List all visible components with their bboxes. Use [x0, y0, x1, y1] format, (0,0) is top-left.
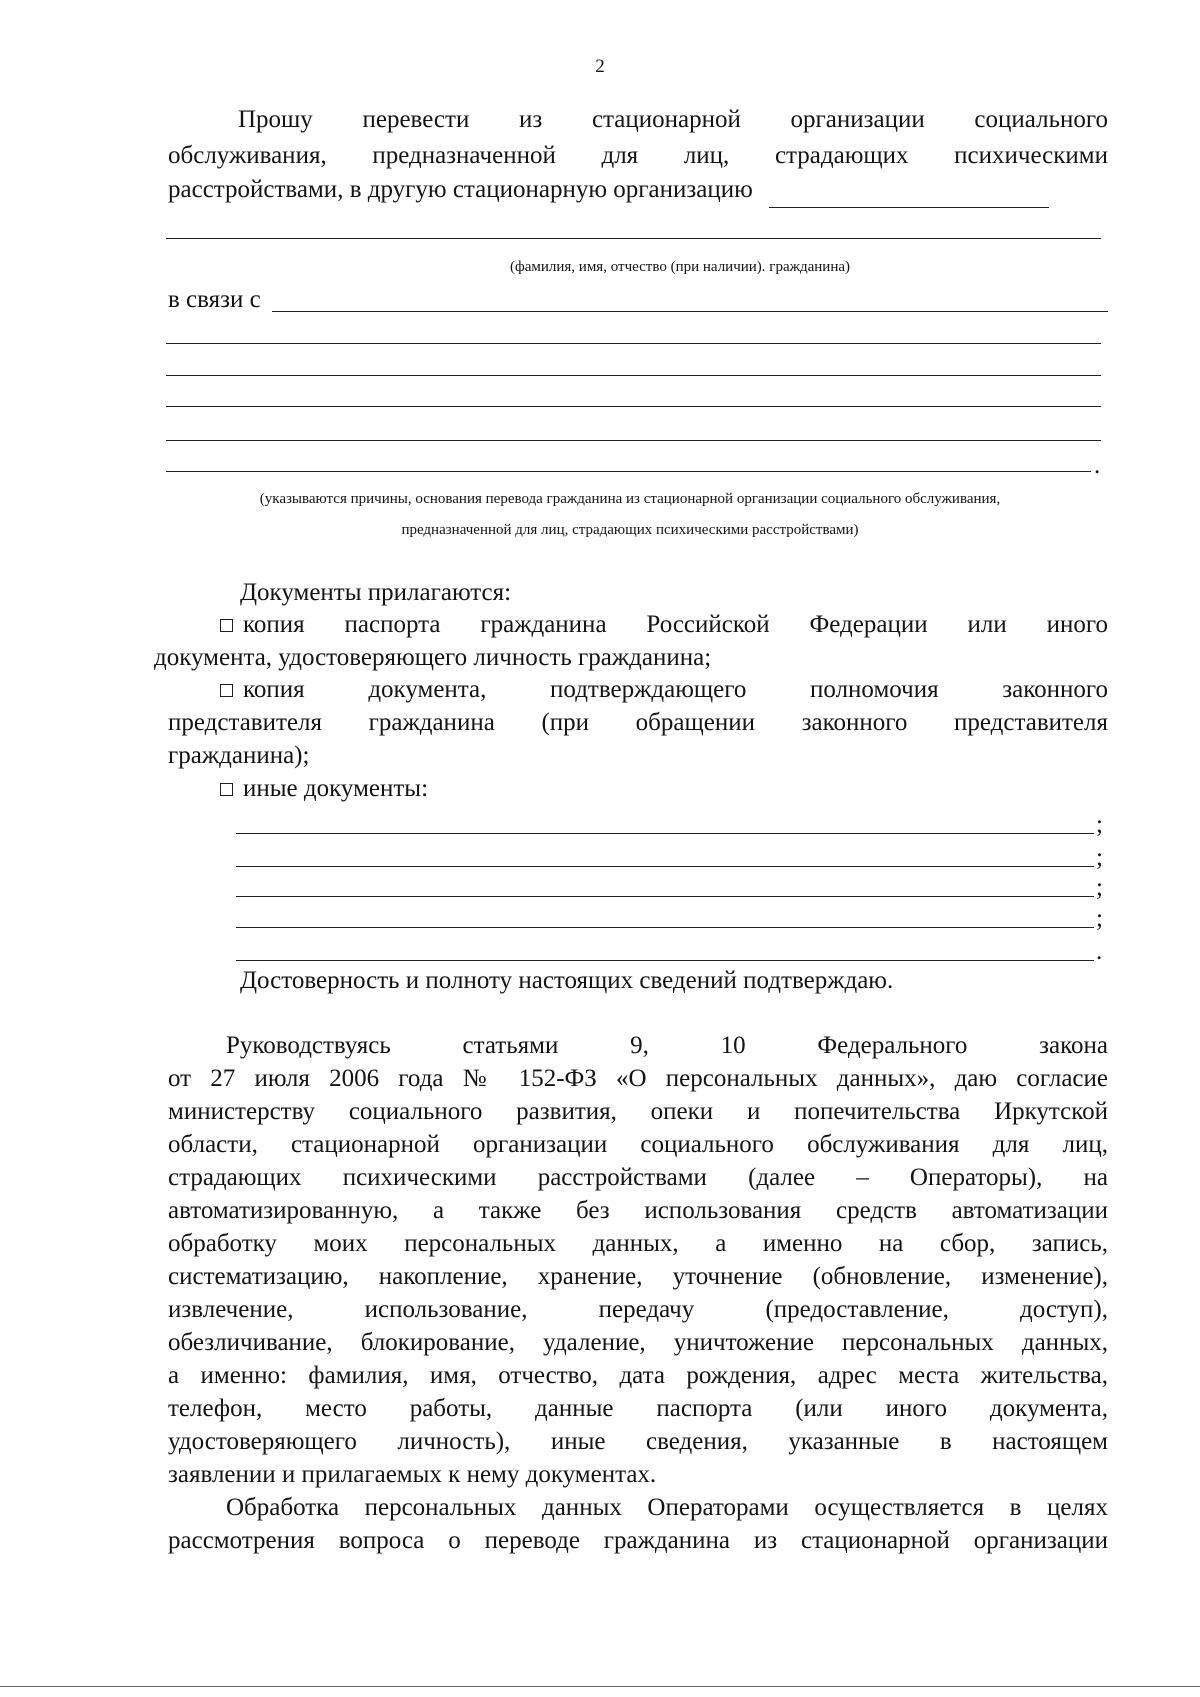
organization-field-line-2[interactable]	[166, 238, 1101, 239]
other-docs-line-5-punct: .	[1096, 938, 1103, 965]
consent-line-10: обезличивание, блокирование, удаление, уничтожение персональных данных,	[168, 1329, 1108, 1356]
request-line-3-text: расстройствами, в другую стационарную организацию	[168, 176, 753, 203]
scan-edge-rule	[0, 1686, 1200, 1687]
doc-item-representative-line-1: копия документа, подтверждающего полномочия законного	[243, 676, 1108, 703]
consent-line-3: министерству социального развития, опеки и попечительства Иркутской	[168, 1098, 1108, 1125]
organization-field[interactable]	[769, 174, 1049, 208]
reason-line-1[interactable]	[272, 311, 1108, 312]
other-docs-line-4-punct: ;	[1096, 905, 1103, 932]
consent-line-11: а именно: фамилия, имя, отчество, дата рождения, адрес места жительства,	[168, 1362, 1108, 1389]
reason-line-4[interactable]	[166, 406, 1101, 407]
consent-line-6: автоматизированную, а также без использования средств автоматизации	[168, 1197, 1108, 1224]
other-docs-line-2[interactable]	[236, 866, 1094, 867]
doc-item-representative-line-2: представителя гражданина (при обращении законного представителя	[168, 709, 1108, 736]
consent-line-2: от 27 июля 2006 года № 152-ФЗ «О персональных данных», даю согласие	[168, 1065, 1108, 1092]
processing-line-2: рассмотрения вопроса о переводе гражданина из стационарной организации	[168, 1527, 1108, 1554]
consent-line-4: области, стационарной организации социального обслуживания для лиц,	[168, 1131, 1108, 1158]
other-docs-line-1-punct: ;	[1096, 811, 1103, 838]
processing-line-1: Обработка персональных данных Операторами осуществляется в целях	[226, 1494, 1108, 1521]
other-docs-line-3[interactable]	[236, 896, 1094, 897]
doc-item-passport-line-1: копия паспорта гражданина Российской Федерации или иного	[243, 611, 1108, 638]
doc-item-other	[220, 773, 428, 806]
page-number: 2	[595, 56, 605, 77]
caption-reasons-line-2: предназначенной для лиц, страдающих психическими расстройствами)	[401, 522, 859, 538]
reason-label: в связи с	[168, 286, 261, 313]
request-line-2: обслуживания, предназначенной для лиц, страдающих психическими	[168, 142, 1108, 169]
reason-line-6[interactable]	[166, 471, 1091, 472]
doc-item-passport-line-2: документа, удостоверяющего личность гражданина;	[154, 644, 712, 671]
passport-checkbox[interactable]	[220, 619, 233, 632]
representative-checkbox[interactable]	[220, 684, 233, 697]
confirmation-statement: Достоверность и полноту настоящих сведений подтверждаю.	[240, 967, 894, 994]
consent-line-5: страдающих психическими расстройствами (далее – Операторы), на	[168, 1164, 1108, 1191]
other-docs-line-5[interactable]	[236, 960, 1094, 961]
consent-line-8: систематизацию, накопление, хранение, уточнение (обновление, изменение),	[168, 1263, 1108, 1290]
other-docs-checkbox[interactable]	[220, 783, 233, 796]
doc-item-representative	[220, 674, 1108, 707]
consent-line-1: Руководствуясь статьями 9, 10 Федерального закона	[226, 1032, 1108, 1059]
reason-line-5[interactable]	[166, 440, 1101, 441]
reason-period: .	[1094, 452, 1101, 479]
doc-item-representative-line-3: гражданина);	[168, 742, 310, 769]
doc-item-passport	[220, 609, 1108, 642]
other-docs-line-4[interactable]	[236, 927, 1094, 928]
request-line-1: Прошу перевести из стационарной организации социального	[238, 106, 1108, 133]
other-docs-line-2-punct: ;	[1096, 844, 1103, 871]
request-line-3	[168, 174, 1108, 208]
consent-line-13: удостоверяющего личность), иные сведения, указанные в настоящем	[168, 1428, 1108, 1455]
consent-line-9: извлечение, использование, передачу (предоставление, доступ),	[168, 1296, 1108, 1323]
reason-line-3[interactable]	[166, 375, 1101, 376]
reason-line-2[interactable]	[166, 343, 1101, 344]
consent-line-14: заявлении и прилагаемых к нему документах.	[168, 1461, 657, 1488]
doc-item-other-label: иные документы:	[243, 775, 429, 802]
other-docs-line-3-punct: ;	[1096, 874, 1103, 901]
other-docs-line-1[interactable]	[236, 833, 1094, 834]
caption-reasons-line-1: (указываются причины, основания перевода гражданина из стационарной организации социального обслуживания,	[259, 491, 1001, 507]
caption-fio: (фамилия, имя, отчество (при наличии). гражданина)	[509, 259, 851, 275]
consent-line-7: обработку моих персональных данных, а именно на сбор, запись,	[168, 1230, 1108, 1257]
consent-line-12: телефон, место работы, данные паспорта (или иного документа,	[168, 1395, 1108, 1422]
documents-heading: Документы прилагаются:	[240, 579, 512, 606]
